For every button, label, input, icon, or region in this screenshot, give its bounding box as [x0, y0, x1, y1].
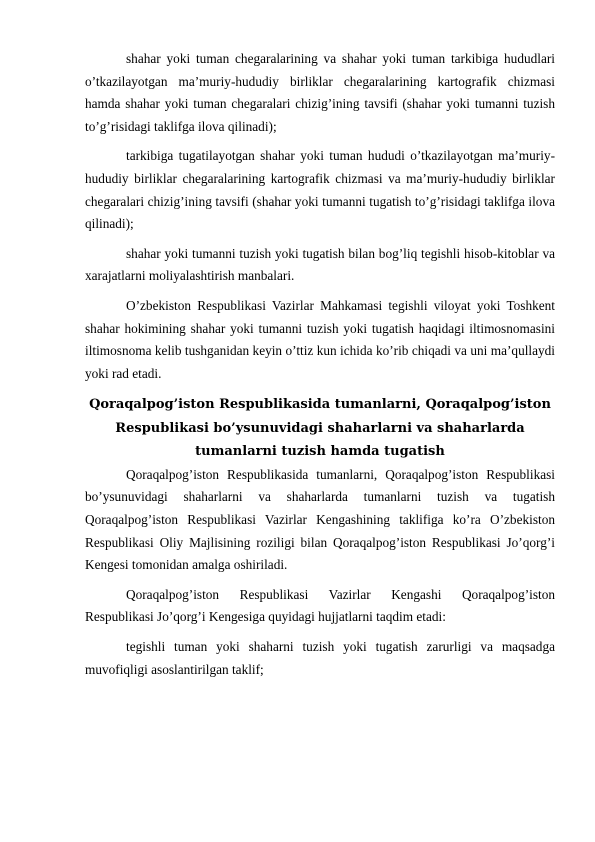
document-page	[85, 48, 555, 688]
paragraph-documents-submitted: Qoraqalpog’iston Respublikasi Vazirlar Kengashi Qoraqalpog’iston Respublikasi Jo’qorg’i Kengesiga quyidagi hujjatlarni taqdim etadi:	[85, 586, 555, 625]
paragraph-justified-proposal: tegishli tuman yoki shaharni tuzish yoki tugatish zarurligi va maqsadga muvofiqligi asoslantirilgan taklif;	[85, 638, 555, 677]
paragraph-karakalpakstan-procedure: Qoraqalpog’iston Respublikasida tumanlarni, Qoraqalpog’iston Respublikasi bo’ysunuvidagi shaharlarni va shaharlarda tumanlarni tuzish va tugatish Qoraqalpog’iston Respublikasi Vazirlar Kengashining taklifiga ko’ra O’zbekiston Respublikasi Oliy Majlisining roziligi bilan Qoraqalpog’iston Respublikasi Jo’qorg’i Kengesi tomonidan amalga oshiriladi.	[85, 466, 555, 573]
section-heading: Qoraqalpog’iston Respublikasida tumanlarni, Qoraqalpog’iston Respublikasi bo’ysunuvidagi shaharlarni va shaharlarda tumanlarni tuzish hamda tugatish	[89, 397, 551, 460]
paragraph-liquidated-territory: tarkibiga tugatilayotgan shahar yoki tuman hududi o’tkazilayotgan ma’muriy-hududiy birliklar chegaralarining kartografik chizmasi va ma’muriy-hududiy birliklar chegaralari chizig’ining tavsifi (shahar yoki tumanni tugatish to’g’risidagi taklifga ilova qilinadi);	[85, 148, 555, 232]
paragraph-city-district-boundaries: shahar yoki tuman chegaralarining va shahar yoki tuman tarkibiga hududlari o’tkazilayotgan ma’muriy-hududiy birliklar chegaralarining kartografik chizmasi hamda shahar yoki tuman chegaralari chizig’ining tavsifi (shahar yoki tumanni tuzish to’g’risidagi taklifga ilova qilinadi);	[85, 51, 555, 134]
paragraph-cabinet-review: O’zbekiston Respublikasi Vazirlar Mahkamasi tegishli viloyat yoki Toshkent shahar hokimining shahar yoki tumanni tuzish yoki tugatish haqidagi iltimosnomasini iltimosnoma kelib tushganidan keyin o’ttiz kun ichida ko’rib chiqadi va uni ma’qullaydi yoki rad etadi.	[85, 297, 555, 381]
paragraph-financing-sources: shahar yoki tumanni tuzish yoki tugatish bilan bog’liq tegishli hisob-kitoblar va xarajatlarni moliyalashtirish manbalari.	[85, 245, 555, 284]
